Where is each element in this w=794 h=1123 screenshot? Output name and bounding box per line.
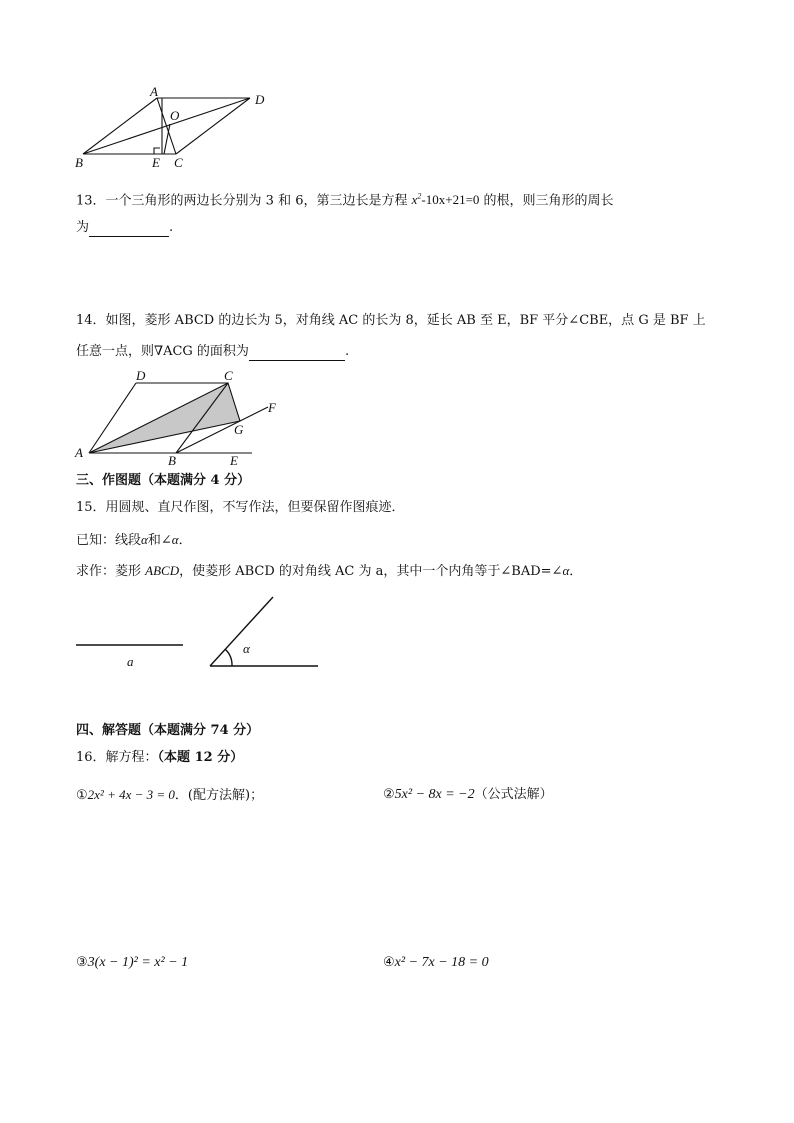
alpha-symbol: α [141,532,148,547]
q16-problem-3: ③3(x − 1)² = x² − 1 [76,955,189,970]
q16-problem-1: ①2x² + 4x − 3 = 0．(配方法解)； [76,787,264,803]
q13-equation: $x^2-10x+21=0$ [411,192,480,208]
fig2-label-b: B [168,453,176,468]
equation-1: 2x² + 4x − 3 = 0 [87,787,175,802]
fig2-label-d: D [136,368,146,383]
q16-problem-4: ④x² − 7x − 18 = 0 [383,955,489,970]
q13-line2: 为 . [76,220,174,235]
fig2-label-f: F [268,400,276,415]
section4-heading: 四、解答题（本题满分 74 分） [76,723,260,738]
angle-label-alpha: α [243,641,250,656]
q14-text: 任意一点，则∇ACG 的面积为 [76,344,249,359]
alpha-symbol: α [562,563,570,578]
figure-segment-and-angle [72,590,332,680]
q14-line1: 14．如图，菱形 ABCD 的边长为 5，对角线 AC 的长为 8，延长 AB 至 E，BF 平分∠CBE，点 G 是 BF 上 [76,313,706,328]
q16-heading: 16．解方程：（本题 12 分） [76,750,244,765]
q13-answer-blank[interactable] [89,222,169,237]
alpha-symbol: α [171,532,179,547]
q15-line1: 15．用圆规、直尺作图，不写作法，但要保留作图痕迹． [76,500,405,515]
equation-2: 5x² − 8x = −2 [394,787,475,802]
equation-4: x² − 7x − 18 = 0 [394,955,489,970]
fig1-label-d: D [255,92,265,107]
fig1-label-e: E [152,155,160,170]
fig2-label-c: C [224,368,233,383]
q14-answer-blank[interactable] [249,346,345,361]
equation-3: 3(x − 1)² = x² − 1 [87,955,189,970]
q16-problem-2: ②5x² − 8x = −2（公式法解） [383,787,553,802]
q13-text-a: 13．一个三角形的两边长分别为 3 和 6，第三边长是方程 [76,193,412,209]
fig1-label-c: C [174,155,183,170]
fig2-label-e: E [230,453,238,468]
q14-line2: 任意一点，则∇ACG 的面积为 . [76,344,350,359]
fig2-label-g: G [234,422,244,437]
q15-line3: 求作：菱形 ABCD，使菱形 ABCD 的对角线 AC 为 a，其中一个内角等于∠BAD=∠α． [76,563,583,579]
figure-parallelogram-abcd [70,82,280,174]
figure-rhombus-acg [72,364,292,470]
q13-line1 [76,188,614,210]
fig1-label-o: O [170,108,180,123]
q13-text-b: 的根，则三角形的周长 [479,193,614,209]
fig2-label-a: A [75,445,83,460]
fig1-label-b: B [75,155,83,170]
fig1-label-a: A [150,84,158,99]
shaded-triangle-acg [89,383,240,453]
q15-line2: 已知：线段α和∠α． [76,532,192,548]
segment-label-a: a [127,654,134,669]
section3-heading: 三、作图题（本题满分 4 分） [76,473,251,488]
q13-answer-prefix: 为 [76,220,90,235]
